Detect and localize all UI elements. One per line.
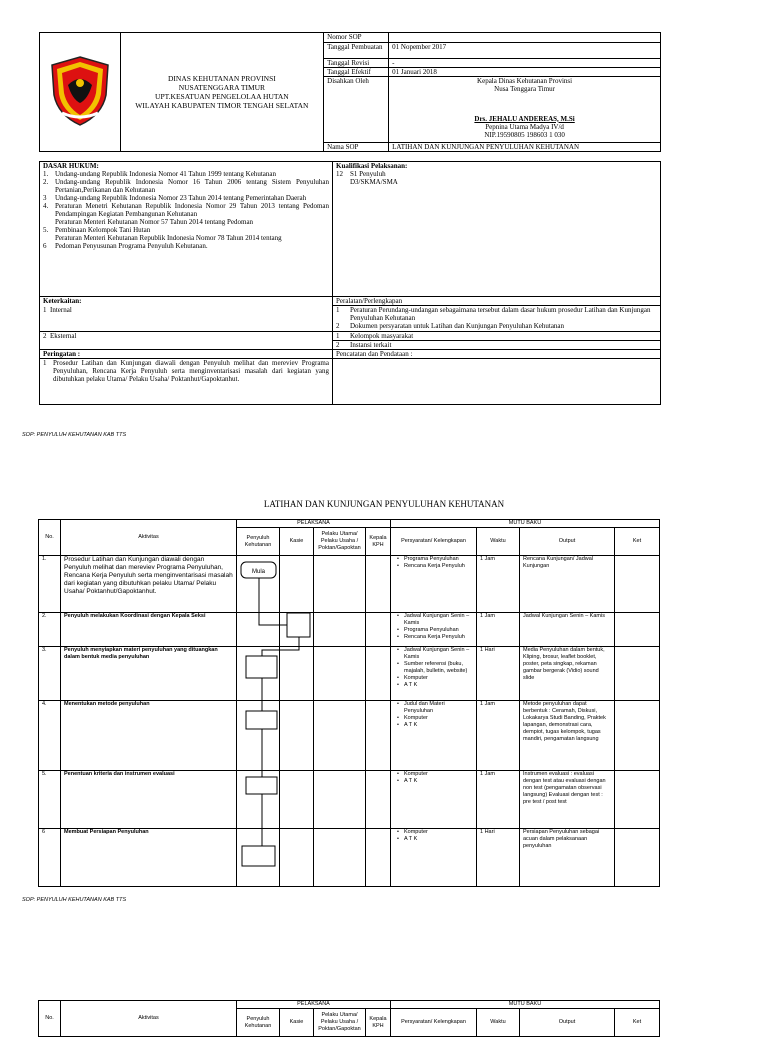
col-waktu-header: Waktu <box>477 528 520 556</box>
page-footer: SOP: PENYULUH KEHUTANAN KAB TTS <box>22 432 127 438</box>
row-output: Rencana Kunjungan/ Jadwal Kunjungan <box>520 556 615 613</box>
row-output: Persiapan Penyuluhan sebagai acuan dalam pelaksanaan penyuluhan <box>520 829 615 887</box>
records-title: Pencatatan dan Pendataan : <box>333 350 661 359</box>
external-list: 1 Kelompok masyarakat 2 Instansi terkait <box>333 332 661 350</box>
flow-connector <box>262 637 299 656</box>
meta-label: Nomor SOP <box>324 33 389 42</box>
row-time: 1 Hari <box>477 829 520 887</box>
col-activity-header: Aktivitas <box>61 1001 237 1037</box>
col-penyuluh-header: Penyuluh Kehutanan <box>237 528 280 556</box>
row-activity: Prosedur Latihan dan Kunjungan diawali dengan Penyuluh melihat dan mereviev Programa Penyuluhan, Rencana Kerja Penyuluh serta menginventarisasi masalah dari kegiatan yang dibutuhkan pelaku Utama/ Pelaku Usaha/ Poktanhut/Gapoktanhut. <box>61 556 237 613</box>
list-item: 1. Undang-undang Republik Indonesia Nomor 41 Tahun 1999 tentang Kehutanan <box>43 170 277 178</box>
linkage-external: 2 Eksternal <box>40 332 333 350</box>
flow-table-continued <box>38 1000 660 1037</box>
row-activity: Penentuan kriteria dan instrumen evaluasi <box>61 771 237 829</box>
signer-name: Drs. JEHALU ANDEREAS, M.Si <box>474 114 575 123</box>
list-item: 3 Undang-undang Republik Indonesia Nomor 23 Tahun 2014 tentang Pemerintahan Daerah <box>43 194 307 202</box>
qualification-line: D3/SKMA/SMA <box>350 178 398 186</box>
row-requirements: • Judul dan Materi Penyuluhan • Komputer • A T K <box>391 701 477 771</box>
col-kasie-header: Kasie <box>280 1009 314 1037</box>
row-time: 1 Jam <box>477 613 520 647</box>
col-kepala-header: Kepala KPH <box>366 528 391 556</box>
row-requirements: • Jadwal Kunjungan Senin – Kamis • Programa Penyuluhan • Rencana Kerja Penyuluh <box>391 613 477 647</box>
flow-process-box <box>287 613 310 637</box>
linkage-internal: 1 Internal <box>40 306 333 332</box>
row-time: 1 Hari <box>477 647 520 701</box>
row-output: Jadwal Kunjungan Senin – Kamis <box>520 613 615 647</box>
group-mutu: MUTU BAKU <box>391 520 660 528</box>
row-output: Metode penyuluhan dapat berbentuk : Ceramah, Diskusi, Lokakarya Studi Banding, Praktek lapangan, demonstrasi cara, dempiot, tugas kelompok, tugas mandiri, pengamatan langsung <box>520 701 615 771</box>
linkage-title: Keterkaitan: <box>43 297 82 305</box>
row-output: Instrumen evaluasi : evaluasi dengan test atau evaluasi dengan non test (pengamatan observasi langsung) Evaluasi dengan test : pre test / post test <box>520 771 615 829</box>
group-pelaksana: PELAKSANA <box>237 520 391 528</box>
qualification-number: 12 <box>336 170 343 178</box>
flow-process-box <box>242 846 275 866</box>
warning-text: 1 Prosedur Latihan dan Kunjungan diawali dengan Penyuluh melihat dan mereviev Programa Penyuluhan, Rencana Kerja Penyuluh serta menginventarisasi masalah dari kegiatan yang dibutuhkan pelaku Utama/ Pelaku Usaha/ Poktanhut/Gapoktanhut. <box>40 359 333 405</box>
col-no-header: No. <box>39 1001 61 1037</box>
row-requirements: • Komputer • A T K <box>391 771 477 829</box>
row-number: 4. <box>39 701 61 771</box>
col-waktu-header: Waktu <box>477 1009 520 1037</box>
col-output-header: Output <box>520 1009 615 1037</box>
flow-process-box <box>246 777 277 794</box>
list-item: 4. Peraturan Menetri Kehutanan Republik Indonesia Nomor 29 Tahun 2013 tentang Pedoman Pendampingan Kegiatan Pembangunan Kehutanan <box>43 202 329 218</box>
signer-nip: NIP.19590805 198603 1 030 <box>484 130 565 139</box>
qualification-title: Kualifikasi Pelaksanan: <box>336 162 408 170</box>
group-mutu: MUTU BAKU <box>391 1001 660 1009</box>
qualification-line: S1 Penyuluh <box>350 170 386 178</box>
row-activity: Menentukan metode penyuluhan <box>61 701 237 771</box>
col-activity-header: Aktivitas <box>61 520 237 556</box>
row-number: 5. <box>39 771 61 829</box>
sop-name-label: Nama SOP <box>324 142 389 151</box>
row-time: 1 Jam <box>477 701 520 771</box>
row-number: 2. <box>39 613 61 647</box>
meta-label: Tanggal Revisi <box>324 58 389 67</box>
meta-label: Tanggal Efektif <box>324 67 389 76</box>
flow-process-box <box>246 711 277 729</box>
col-persyaratan-header: Persyaratan/ Kelengkapan <box>391 528 477 556</box>
meta-value: 01 Januari 2018 <box>389 67 660 76</box>
flow-start-label: Mula <box>251 569 266 575</box>
warning-title: Peringatan : <box>43 350 81 358</box>
signer-rank: Pepnina Utama Madya IV/d <box>485 122 564 131</box>
list-item: 5. Pembinaan Kelompok Tani Hutan <box>43 226 151 234</box>
list-item: 2. Undang-undang Republik Indonesia Nomor 16 Tahun 2006 tentang Sistem Penyuluhan Pertanian,Perikanan dan Kehutanan <box>43 178 329 194</box>
page-footer: SOP: PENYULUH KEHUTANAN KAB TTS <box>22 897 127 903</box>
meta-value: - <box>389 58 660 67</box>
meta-label: Tanggal Pembuatan <box>324 42 389 58</box>
row-time: 1 Jam <box>477 771 520 829</box>
col-ket-header: Ket <box>615 1009 660 1037</box>
row-time: 1 Jam <box>477 556 520 613</box>
approver-title: Kepala Dinas Kehutanan Provinsi <box>477 76 573 85</box>
col-pelaku-header: Pelaku Utama/ Pelaku Usaha / Poktan/Gapoktan <box>314 528 366 556</box>
sop-name-value: LATIHAN DAN KUNJUNGAN PENYULUHAN KEHUTANAN <box>389 142 660 151</box>
row-activity: Membuat Persiapan Penyuluhan <box>61 829 237 887</box>
col-pelaku-header: Pelaku Utama/ Pelaku Usaha / Poktan/Gapoktan <box>314 1009 366 1037</box>
approval-label: Disahkan Oleh <box>324 76 389 142</box>
row-number: 6 <box>39 829 61 887</box>
col-kepala-header: Kepala KPH <box>366 1009 391 1037</box>
row-requirements: • Programa Penyuluhan • Rencana Kerja Penyuluh <box>391 556 477 613</box>
flow-title: LATIHAN DAN KUNJUNGAN PENYULUHAN KEHUTANAN <box>263 499 505 509</box>
col-kasie-header: Kasie <box>280 528 314 556</box>
row-output: Media Penyuluhan dalam bentuk, Kliping, brosur, leaflet booklet, poster, peta singkap, rekaman gambar bergerak (Vidio) sound slide <box>520 647 615 701</box>
flow-process-box <box>246 656 277 678</box>
row-requirements: • Komputer • A T K <box>391 829 477 887</box>
row-number: 1. <box>39 556 61 613</box>
organization-name: DINAS KEHUTANAN PROVINSI NUSATENGGARA TIMUR UPT.KESATUAN PENGELOLAA HUTAN WILAYAH KABUPATEN TIMOR TENGAH SELATAN <box>120 33 324 152</box>
list-item: Peraturan Menteri Kehutanan Republik Indonesia Nomor 78 Tahun 2014 tentang <box>55 234 282 242</box>
equipment-list: 1 Peraturan Perundang-undangan sebagaimana tersebut dalam dasar hukum prosedur Latihan dan Kunjungan Penyuluhan Kehutanan 2 Dokumen persyaratan untuk Latihan dan Kunjungan Penyuluhan Kehutanan <box>333 306 661 332</box>
legal-basis-title: DASAR HUKUM: <box>43 162 99 170</box>
list-item: Peraturan Menteri Kehutanan Nomor 57 Tahun 2014 tentang Pedoman <box>55 218 254 226</box>
row-activity: Penyuluh melakukan Koordinasi dengan Kepala Seksi <box>61 613 237 647</box>
equipment-title: Peralatan/Perlengkapan <box>333 297 661 306</box>
group-pelaksana: PELAKSANA <box>237 1001 391 1009</box>
col-no-header: No. <box>39 520 61 556</box>
col-persyaratan-header: Persyaratan/ Kelengkapan <box>391 1009 477 1037</box>
list-item: 6 Pedoman Penyusunan Programa Penyuluh Kehutanan. <box>43 242 208 250</box>
flow-connector <box>259 578 287 625</box>
meta-value: 01 Nopember 2017 <box>389 42 660 58</box>
col-output-header: Output <box>520 528 615 556</box>
row-activity: Penyuluh menyiapkan materi penyuluhan yang dituangkan dalam bentuk media penyuluhan <box>61 647 237 701</box>
row-requirements: • Jadwal Kunjungan Senin – Kamis • Sumber referensi (buku, majalah, bulletin, website) • Komputer • A T K <box>391 647 477 701</box>
col-penyuluh-header: Penyuluh Kehutanan <box>237 1009 280 1037</box>
row-number: 3. <box>39 647 61 701</box>
col-ket-header: Ket <box>615 528 660 556</box>
approver-region: Nusa Tenggara Timur <box>494 84 555 93</box>
